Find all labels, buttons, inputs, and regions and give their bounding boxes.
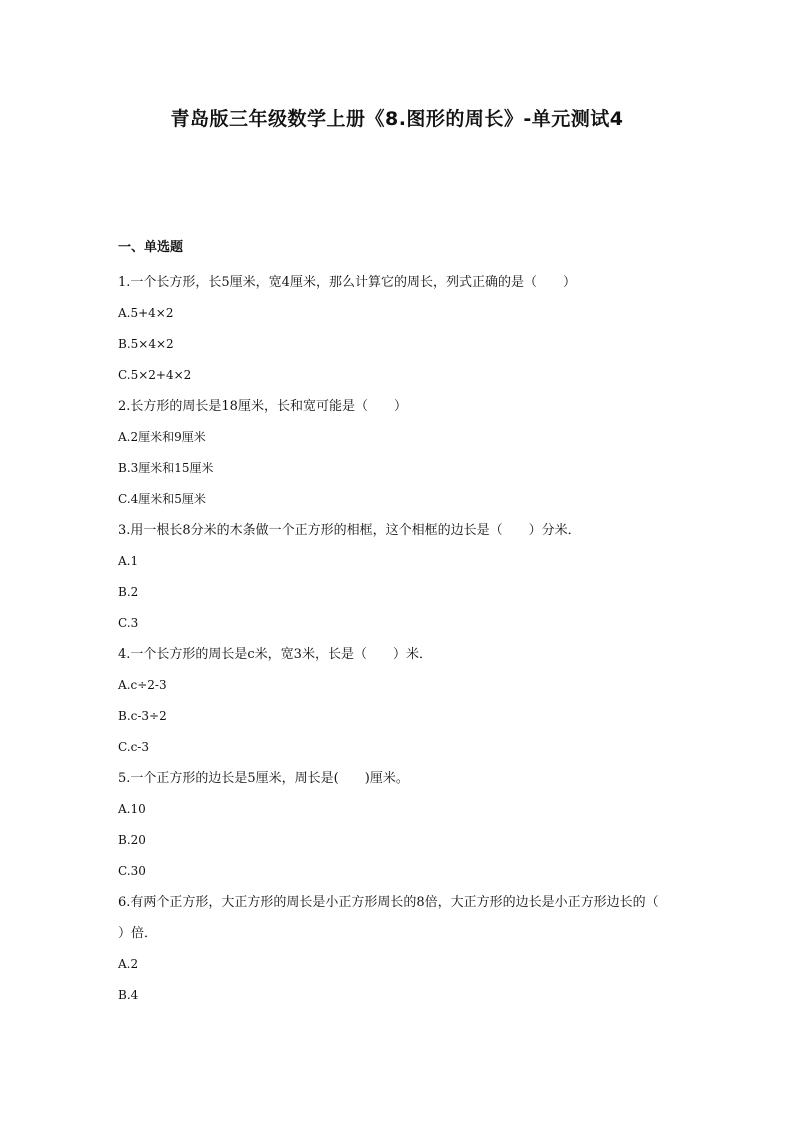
option-c: C.3 (118, 616, 139, 630)
option-b: B.20 (118, 833, 146, 847)
question-stem: 4.一个长方形的周长是c米，宽3米，长是（ ）米． (118, 647, 432, 662)
option-c: C.4厘米和5厘米 (118, 492, 206, 506)
option-a: A.c÷2-3 (118, 678, 167, 692)
question-4 (118, 639, 688, 763)
option-b: B.2 (118, 585, 139, 599)
section-heading: 一、单选题 (118, 240, 184, 255)
question-5 (118, 763, 688, 887)
question-2 (118, 391, 688, 515)
option-a: A.2 (118, 957, 139, 971)
option-b: B.c-3÷2 (118, 709, 167, 723)
option-c: C.30 (118, 864, 146, 878)
option-b: B.5×4×2 (118, 337, 174, 351)
option-a: A.10 (118, 802, 146, 816)
question-stem: 3.用一根长8分米的木条做一个正方形的相框，这个相框的边长是（ ）分米． (118, 523, 581, 538)
option-c: C.5×2+4×2 (118, 368, 192, 382)
question-3 (118, 515, 688, 639)
option-b: B.3厘米和15厘米 (118, 461, 214, 475)
question-stem: 5.一个正方形的边长是5厘米，周长是( )厘米。 (118, 771, 409, 786)
page-title: 青岛版三年级数学上册《8.图形的周长》-单元测试4 (170, 108, 624, 130)
option-c: C.c-3 (118, 740, 149, 754)
question-1 (118, 267, 688, 391)
option-b: B.4 (118, 988, 139, 1002)
option-a: A.2厘米和9厘米 (118, 430, 206, 444)
option-a: A.1 (118, 554, 139, 568)
question-stem: 1.一个长方形，长5厘米，宽4厘米，那么计算它的周长，列式正确的是（ ） (118, 275, 576, 290)
question-list (118, 236, 688, 1011)
option-a: A.5+4×2 (118, 306, 174, 320)
question-6 (118, 887, 688, 1011)
question-stem: 2.长方形的周长是18厘米，长和宽可能是（ ） (118, 399, 407, 414)
question-stem: 6.有两个正方形，大正方形的周长是小正方形周长的8倍，大正方形的边长是小正方形边长的（ ）倍． (118, 895, 685, 941)
